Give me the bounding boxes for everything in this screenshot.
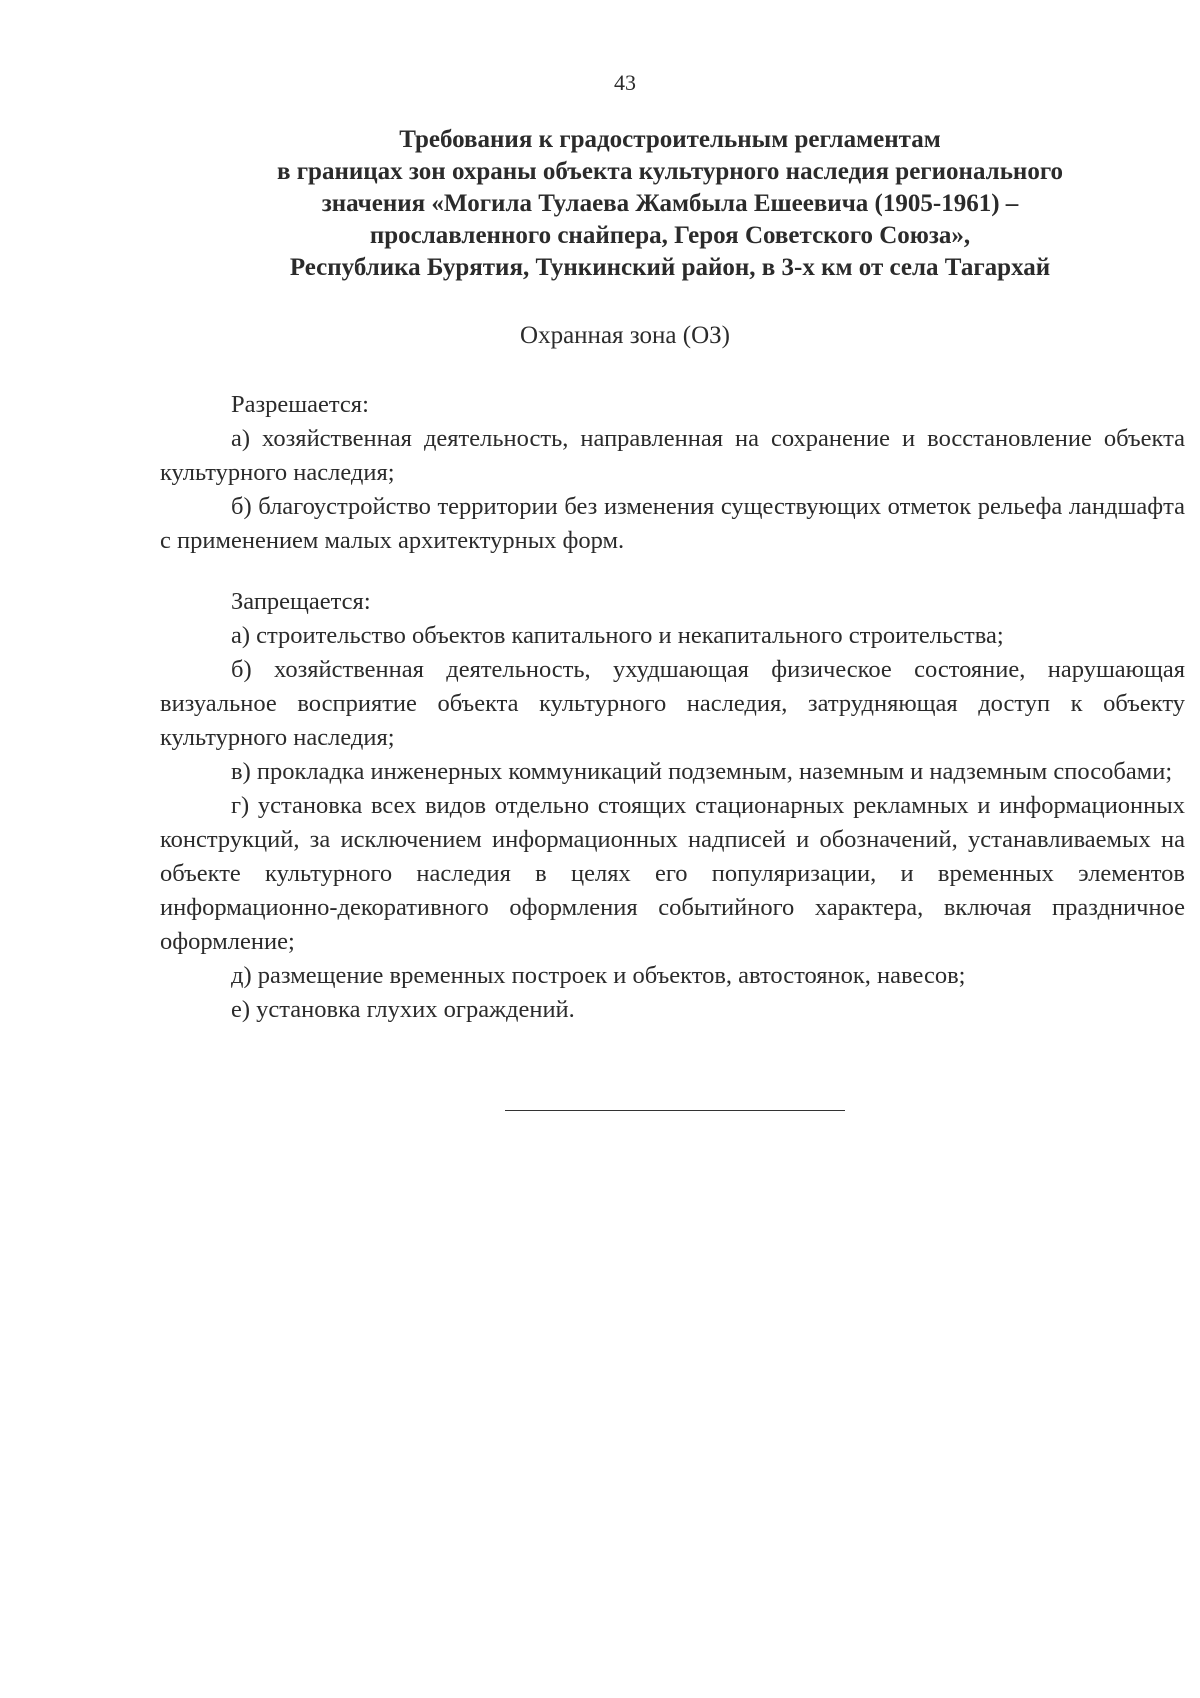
allowed-section <box>160 388 1185 558</box>
forbidden-item: е) установка глухих ограждений. <box>231 996 575 1023</box>
allowed-heading: Разрешается: <box>231 391 369 418</box>
title-line: значения «Могила Тулаева Жамбыла Ешеевича (1905-1961) – <box>321 190 1019 217</box>
page-number: 43 <box>614 70 636 95</box>
zone-name: Охранная зона (ОЗ) <box>520 322 730 349</box>
forbidden-section <box>160 585 1185 1027</box>
forbidden-item: д) размещение временных построек и объектов, автостоянок, навесов; <box>231 962 966 989</box>
document-title <box>160 124 1180 284</box>
forbidden-item: б) хозяйственная деятельность, ухудшающая физическое состояние, нарушающая визуальное восприятие объекта культурного наследия, затрудняющая доступ к объекту культурного наследия; <box>160 656 1185 751</box>
forbidden-item: в) прокладка инженерных коммуникаций подземным, наземным и надземным способами; <box>231 758 1173 785</box>
allowed-item: а) хозяйственная деятельность, направленная на сохранение и восстановление объекта культурного наследия; <box>160 425 1185 486</box>
title-line: Республика Бурятия, Тункинский район, в 3-х км от села Тагархай <box>289 254 1051 281</box>
forbidden-item: а) строительство объектов капитального и некапитального строительства; <box>231 622 1004 649</box>
forbidden-heading: Запрещается: <box>231 588 371 615</box>
title-line: в границах зон охраны объекта культурного наследия регионального <box>276 158 1064 185</box>
allowed-item: б) благоустройство территории без изменения существующих отметок рельефа ландшафта с применением малых архитектурных форм. <box>160 493 1185 554</box>
title-line: прославленного снайпера, Героя Советского Союза», <box>369 222 971 249</box>
title-line: Требования к градостроительным регламентам <box>399 126 941 153</box>
forbidden-item: г) установка всех видов отдельно стоящих стационарных рекламных и информационных конструкций, за исключением информационных надписей и обозначений, устанавливаемых на объекте культурного наследия в целях его популяризации, и временных элементов информационно-декоративного оформления событийного характера, включая праздничное оформление; <box>160 792 1185 955</box>
end-divider <box>505 1110 845 1111</box>
